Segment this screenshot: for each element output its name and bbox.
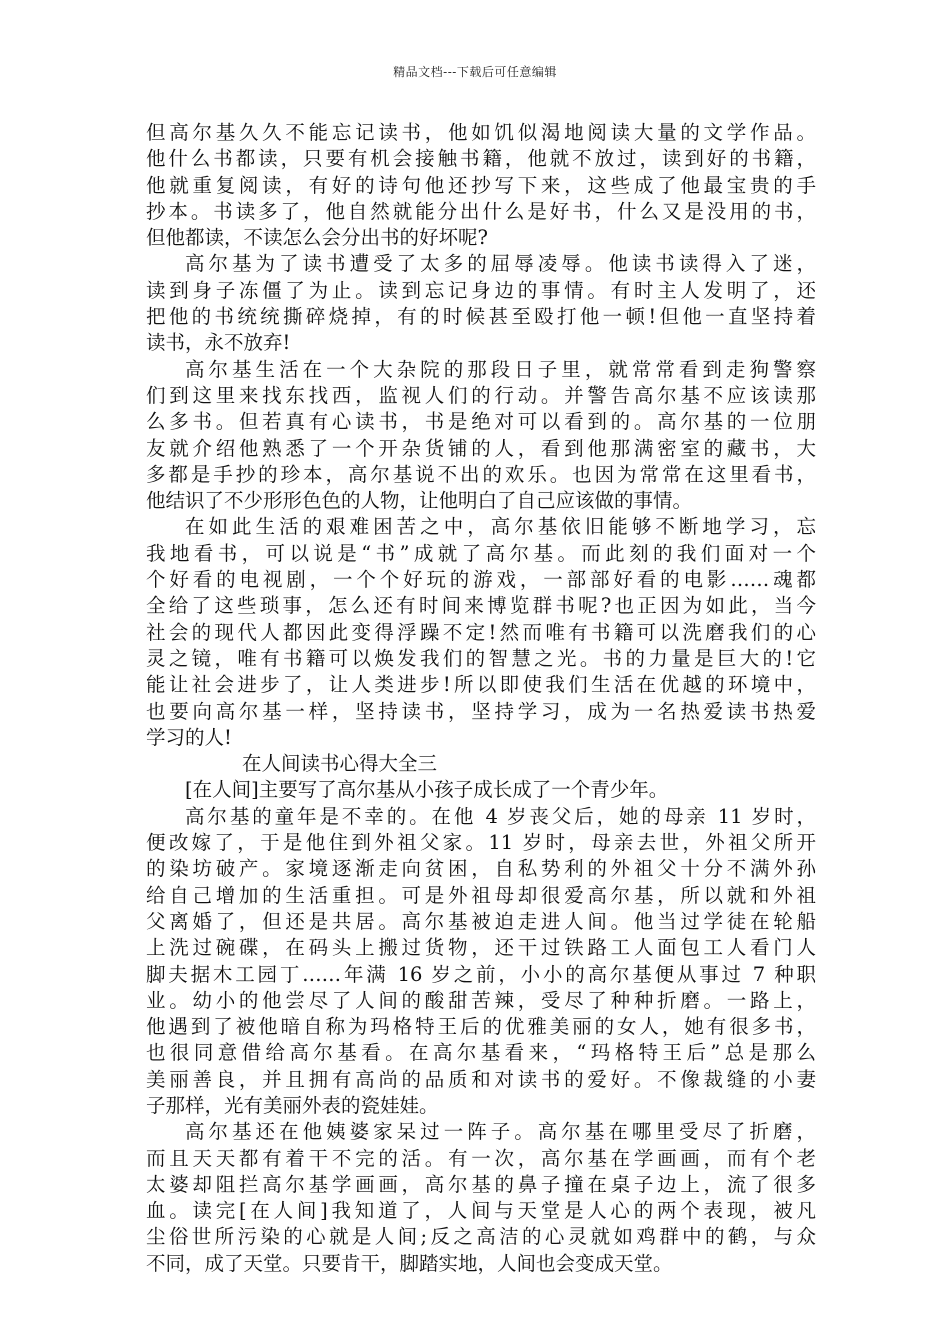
document-body	[146, 120, 816, 1277]
text-line: 给自己增加的生活重担。可是外祖母却很爱高尔基，所以就和外祖	[146, 883, 816, 907]
text-line: 在如此生活的艰难困苦之中，高尔基依旧能够不断地学习，忘	[185, 515, 816, 539]
text-line: 也要向高尔基一样，坚持读书，坚持学习，成为一名热爱读书热爱	[146, 699, 816, 723]
text-line: 把他的书统统撕碎烧掉，有的时候甚至殴打他一顿!但他一直坚持着	[146, 305, 816, 329]
text-line: 社会的现代人都因此变得浮躁不定!然而唯有书籍可以洗磨我们的心	[146, 620, 816, 644]
text-line: 友就介绍他熟悉了一个开杂货铺的人，看到他那满密室的藏书，大	[146, 436, 816, 460]
text-line: 美丽善良，并且拥有高尚的品质和对读书的爱好。不像裁缝的小妻	[146, 1067, 816, 1091]
text-line: 高尔基还在他姨婆家呆过一阵子。高尔基在哪里受尽了折磨，	[185, 1120, 816, 1144]
text-line: 业。幼小的他尝尽了人间的酸甜苦辣，受尽了种种折磨。一路上，	[146, 988, 816, 1012]
text-line: [在人间]主要写了高尔基从小孩子成长成了一个青少年。	[185, 778, 669, 802]
text-line: 么多书。但若真有心读书，书是绝对可以看到的。高尔基的一位朋	[146, 410, 816, 434]
text-line: 太婆却阻拦高尔基学画画，高尔基的鼻子撞在桌子边上，流了很多	[146, 1172, 816, 1196]
text-line: 灵之镜，唯有书籍可以焕发我们的智慧之光。书的力量是巨大的!它	[146, 646, 816, 670]
text-line: 们到这里来找东找西，监视人们的行动。并警告高尔基不应该读那	[146, 383, 816, 407]
text-line: 血。读完[在人间]我知道了，人间与天堂是人心的两个表现，被凡	[146, 1199, 816, 1223]
text-line: 学习的人!	[146, 725, 232, 749]
text-line: 而且天天都有着干不完的活。有一次，高尔基在学画画，而有个老	[146, 1146, 816, 1170]
text-line: 但高尔基久久不能忘记读书，他如饥似渴地阅读大量的文学作品。	[146, 121, 816, 144]
text-line: 读书，永不放弃!	[146, 331, 291, 355]
text-line: 个好看的电视剧，一个个好玩的游戏，一部部好看的电影……魂都	[146, 568, 816, 592]
text-line: 的染坊破产。家境逐渐走向贫困，自私势利的外祖父十分不满外孙	[146, 857, 816, 881]
text-line: 能让社会进步了，让人类进步!所以即使我们生活在优越的环境中，	[146, 673, 816, 697]
text-line: 但他都读，不读怎么会分出书的好坏呢?	[146, 226, 488, 250]
page-header: 精品文档---下载后可任意编辑	[393, 65, 557, 79]
text-line: 读到身子冻僵了为止。读到忘记身边的事情。有时主人发明了，还	[146, 278, 816, 302]
text-line: 他遇到了被他暗自称为玛格特王后的优雅美丽的女人，她有很多书，	[146, 1015, 816, 1039]
text-line: 高尔基的童年是不幸的。在他 4 岁丧父后，她的母亲 11 岁时，	[185, 804, 816, 828]
text-line: 高尔基为了读书遭受了太多的屈辱凌辱。他读书读得入了迷，	[185, 252, 816, 276]
text-line: 他就重复阅读，有好的诗句他还抄写下来，这些成了他最宝贵的手	[146, 173, 816, 197]
text-line: 我地看书，可以说是“书”成就了高尔基。而此刻的我们面对一个	[146, 541, 816, 565]
text-line: 高尔基生活在一个大杂院的那段日子里，就常常看到走狗警察	[185, 357, 816, 381]
section-title: 在人间读书心得大全三	[242, 752, 438, 776]
text-line: 全给了这些琐事，怎么还有时间来博览群书呢?也正因为如此，当今	[146, 594, 816, 618]
text-line: 便改嫁了，于是他住到外祖父家。11 岁时，母亲去世，外祖父所开	[146, 831, 816, 855]
text-line: 子那样，光有美丽外表的瓷娃娃。	[146, 1093, 439, 1117]
text-line: 他结识了不少形形色色的人物，让他明白了自己应该做的事情。	[146, 489, 693, 513]
text-line: 父离婚了，但还是共居。高尔基被迫走进人间。他当过学徒在轮船	[146, 909, 816, 933]
text-line: 他什么书都读，只要有机会接触书籍，他就不放过，读到好的书籍，	[146, 147, 816, 171]
text-line: 多都是手抄的珍本，高尔基说不出的欢乐。也因为常常在这里看书，	[146, 462, 816, 486]
text-line: 抄本。书读多了，他自然就能分出什么是好书，什么又是没用的书，	[146, 199, 816, 223]
text-line: 尘俗世所污染的心就是人间;反之高洁的心灵就如鸡群中的鹤，与众	[146, 1225, 816, 1249]
text-line: 不同，成了天堂。只要肯干，脚踏实地，人间也会变成天堂。	[146, 1251, 673, 1275]
text-line: 脚夫据木工园丁……年满 16 岁之前，小小的高尔基便从事过 7 种职	[146, 962, 816, 986]
text-line: 上洗过碗碟，在码头上搬过货物，还干过铁路工人面包工人看门人	[146, 936, 816, 960]
text-line: 也很同意借给高尔基看。在高尔基看来，“玛格特王后”总是那么	[146, 1041, 816, 1065]
